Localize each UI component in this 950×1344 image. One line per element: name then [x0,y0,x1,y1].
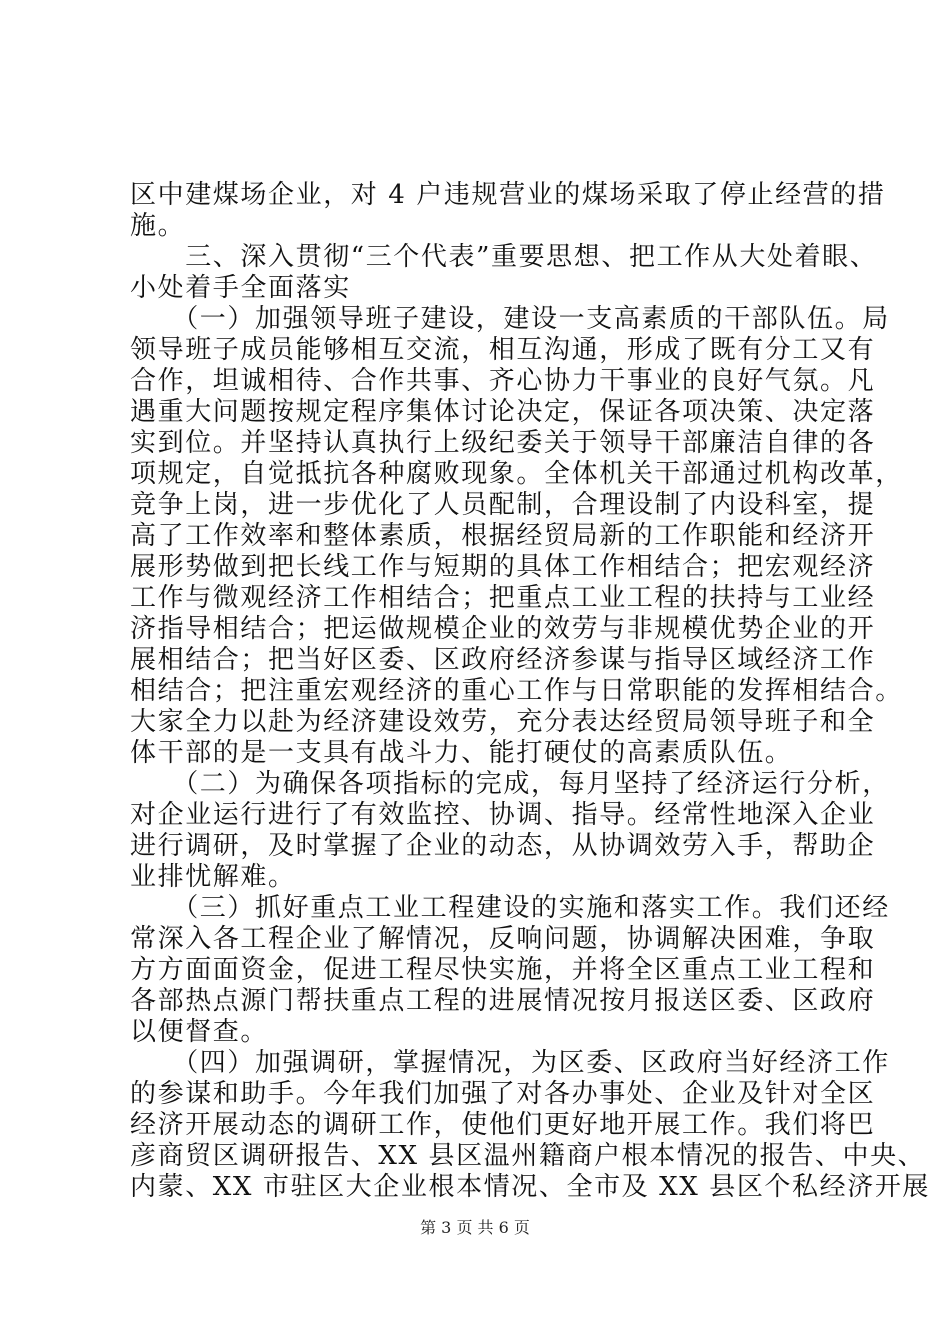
text-line: 遇重大问题按规定程序集体讨论决定，保证各项决策、决定落 [130,397,876,427]
text-line: 领导班子成员能够相互交流，相互沟通，形成了既有分工又有 [130,335,876,365]
text-line: 工作与微观经济工作相结合；把重点工业工程的扶持与工业经 [130,583,876,613]
text-line: （一）加强领导班子建设，建设一支高素质的干部队伍。局 [130,304,890,334]
text-line: 三、深入贯彻“三个代表”重要思想、把工作从大处着眼、 [130,242,878,272]
text-line: 展形势做到把长线工作与短期的具体工作相结合；把宏观经济 [130,552,876,582]
text-line: 展相结合；把当好区委、区政府经济参谋与指导区域经济工作 [130,645,876,675]
text-line: 各部热点源门帮扶重点工程的进展情况按月报送区委、区政府 [130,986,876,1016]
text-line: 业排忧解难。 [130,862,296,892]
text-line: 彦商贸区调研报告、XX 县区温州籍商户根本情况的报告、中央、 [130,1141,926,1171]
text-line: 区中建煤场企业，对 4 户违规营业的煤场采取了停止经营的措 [130,180,886,210]
text-line: 的参谋和助手。今年我们加强了对各办事处、企业及针对全区 [130,1079,876,1109]
text-line: 实到位。并坚持认真执行上级纪委关于领导干部廉洁自律的各 [130,428,876,458]
text-line: （二）为确保各项指标的完成，每月坚持了经济运行分析， [130,769,890,799]
text-line: 以便督查。 [130,1017,269,1047]
text-line: （四）加强调研，掌握情况，为区委、区政府当好经济工作 [130,1048,890,1078]
text-line: 方方面面资金，促进工程尽快实施，并将全区重点工业工程和 [130,955,876,985]
text-line: 合作，坦诚相待、合作共事、齐心协力干事业的良好气氛。凡 [130,366,876,396]
text-line: 体干部的是一支具有战斗力、能打硬仗的高素质队伍。 [130,738,793,768]
text-line: 经济开展动态的调研工作，使他们更好地开展工作。我们将巴 [130,1110,876,1140]
page-number: 第 3 页 共 6 页 [420,1218,530,1237]
text-line: 相结合；把注重宏观经济的重心工作与日常职能的发挥相结合。 [130,676,903,706]
text-line: 内蒙、XX 市驻区大企业根本情况、全市及 XX 县区个私经济开展 [130,1172,931,1202]
text-line: 高了工作效率和整体素质，根据经贸局新的工作职能和经济开 [130,521,876,551]
text-line: 济指导相结合；把运做规模企业的效劳与非规模优势企业的开 [130,614,876,644]
text-line: 竞争上岗，进一步优化了人员配制，合理设制了内设科室，提 [130,490,876,520]
text-line: （三）抓好重点工业工程建设的实施和落实工作。我们还经 [130,893,890,923]
text-line: 施。 [130,211,186,241]
text-line: 进行调研，及时掌握了企业的动态，从协调效劳入手，帮助企 [130,831,876,861]
text-line: 小处着手全面落实 [130,273,351,303]
text-line: 项规定，自觉抵抗各种腐败现象。全体机关干部通过机构改革， [130,459,903,489]
text-line: 对企业运行进行了有效监控、协调、指导。经常性地深入企业 [130,800,876,830]
text-line: 常深入各工程企业了解情况，反响问题，协调解决困难，争取 [130,924,876,954]
text-line: 大家全力以赴为经济建设效劳，充分表达经贸局领导班子和全 [130,707,876,737]
